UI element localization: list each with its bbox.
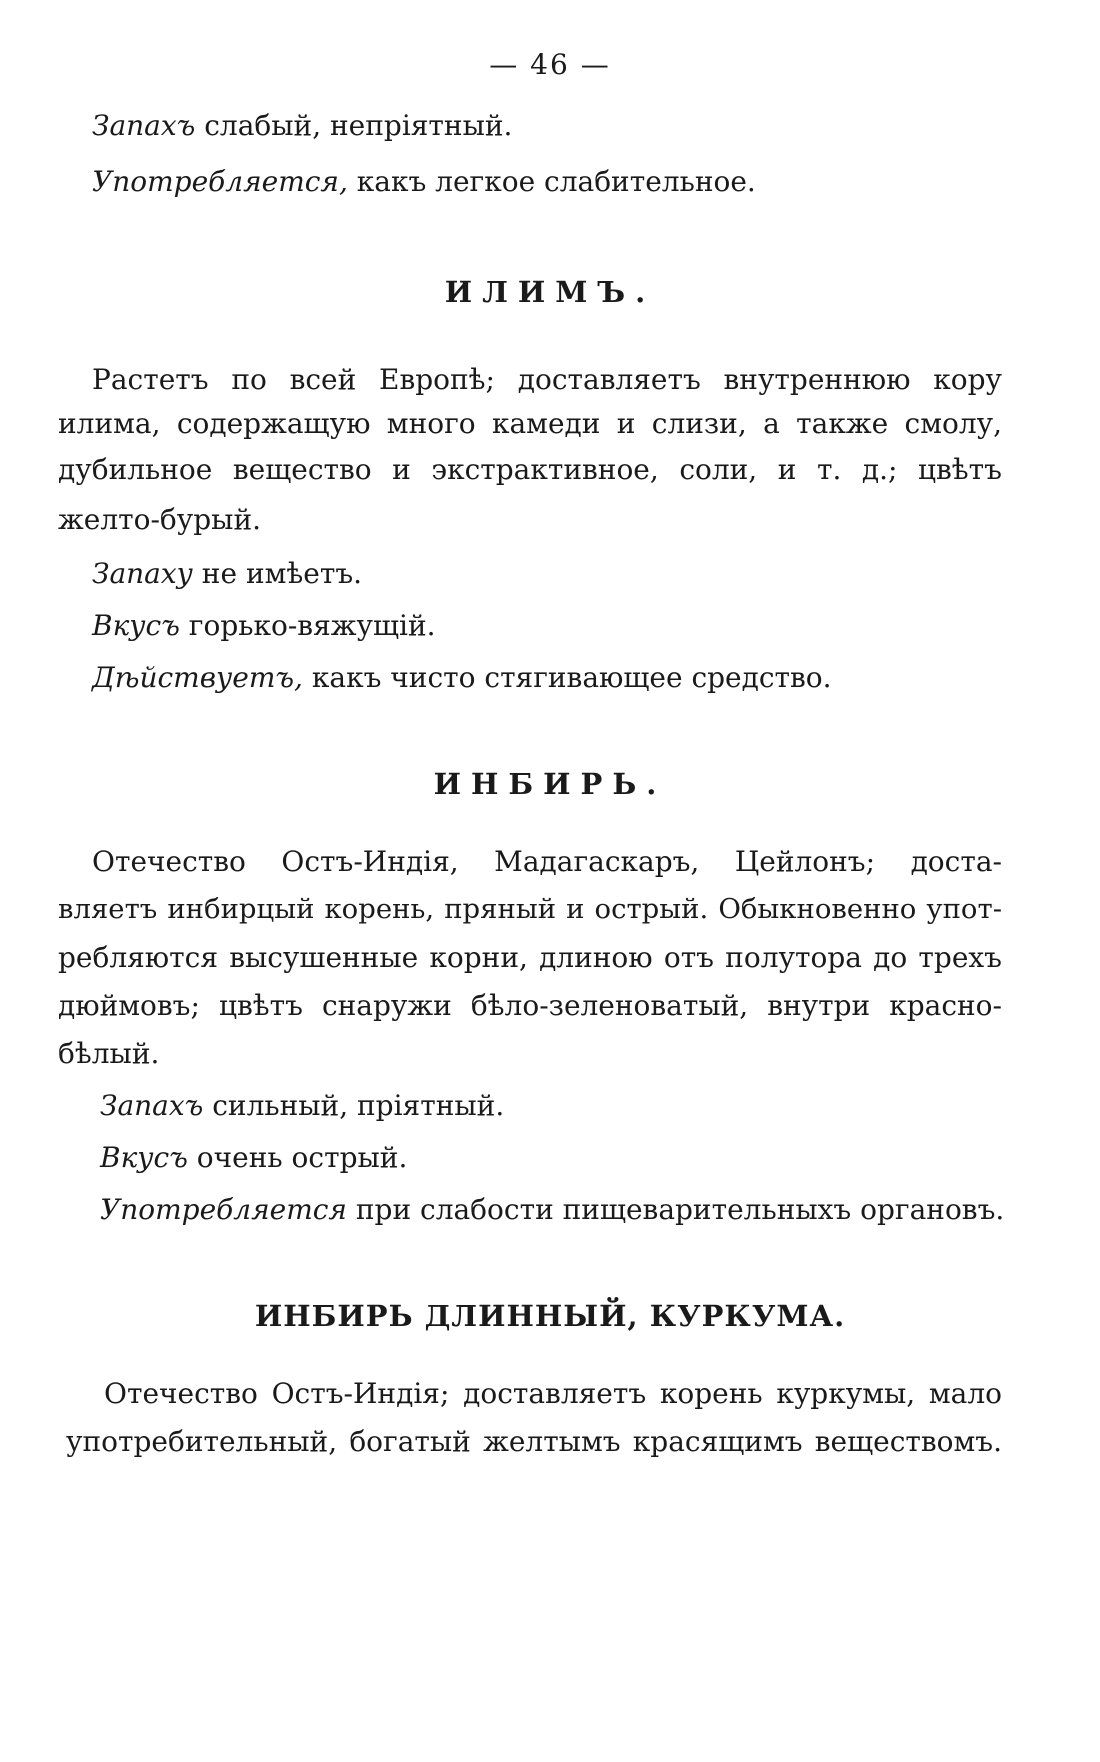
note-line bbox=[100, 1089, 505, 1122]
paragraph-line: дюймовъ; цвѣтъ снаружи бѣло-зеленоватый, внутри красно- bbox=[58, 989, 1002, 1022]
paragraph-line: бѣлый. bbox=[58, 1037, 160, 1070]
note-lead: Вкусъ bbox=[100, 1141, 188, 1174]
section-title-kurkuma: ИНБИРЬ ДЛИННЫЙ, КУРКУМА. bbox=[254, 1299, 846, 1333]
note-text: при слабости пищеварительныхъ органовъ. bbox=[346, 1193, 1005, 1226]
paragraph-line: вляетъ инбирцый корень, пряный и острый. Обыкновенно упот- bbox=[58, 893, 1002, 925]
note-line bbox=[100, 1141, 408, 1174]
paragraph-line: желто-бурый. bbox=[58, 503, 262, 536]
use-text: какъ легкое слабительное. bbox=[347, 165, 756, 198]
note-lead: Вкусъ bbox=[92, 609, 180, 642]
note-text: не имѣетъ. bbox=[192, 557, 363, 590]
paragraph-line: Отечество Остъ-Индія; доставляетъ корень куркумы, мало bbox=[104, 1377, 1002, 1410]
paragraph-line: ребляются высушенные корни, длиною отъ полутора до трехъ bbox=[58, 941, 1002, 974]
paragraph-line: Отечество Остъ-Индія, Мадагаскаръ, Цейлонъ; доста- bbox=[92, 845, 1002, 878]
smell-line bbox=[92, 109, 513, 142]
note-lead: Употребляется bbox=[100, 1193, 347, 1226]
note-line bbox=[92, 609, 436, 642]
paragraph-line: илима, содержащую много камеди и слизи, а также смолу, bbox=[58, 407, 1002, 440]
section-title-ilim: ИЛИМЪ. bbox=[444, 275, 656, 309]
paragraph-line: дубильное вещество и экстрактивное, соли, и т. д.; цвѣтъ bbox=[58, 453, 1002, 486]
paragraph-line: Растетъ по всей Европѣ; доставляетъ внутреннюю кору bbox=[92, 363, 1002, 396]
note-lead: Запахъ bbox=[100, 1089, 204, 1122]
note-text: очень острый. bbox=[187, 1141, 408, 1174]
page-number: — 46 — bbox=[489, 48, 611, 81]
use-lead: Употребляется, bbox=[92, 165, 348, 198]
note-lead: Запаху bbox=[92, 557, 193, 590]
note-line bbox=[100, 1193, 1005, 1226]
smell-lead: Запахъ bbox=[92, 109, 196, 142]
note-line bbox=[92, 661, 832, 694]
section-title-inbir: ИНБИРЬ. bbox=[433, 767, 667, 801]
note-text: сильный, пріятный. bbox=[203, 1089, 505, 1122]
note-text: горько-вяжущій. bbox=[179, 609, 436, 642]
note-lead: Дѣйствуетъ, bbox=[92, 661, 303, 694]
smell-text: слабый, непріятный. bbox=[195, 109, 513, 142]
use-line bbox=[92, 165, 756, 198]
paragraph-line: употребительный, богатый желтымъ красящимъ веществомъ. bbox=[66, 1425, 1002, 1458]
note-text: какъ чисто стягивающее средство. bbox=[302, 661, 832, 694]
note-line bbox=[92, 557, 363, 590]
